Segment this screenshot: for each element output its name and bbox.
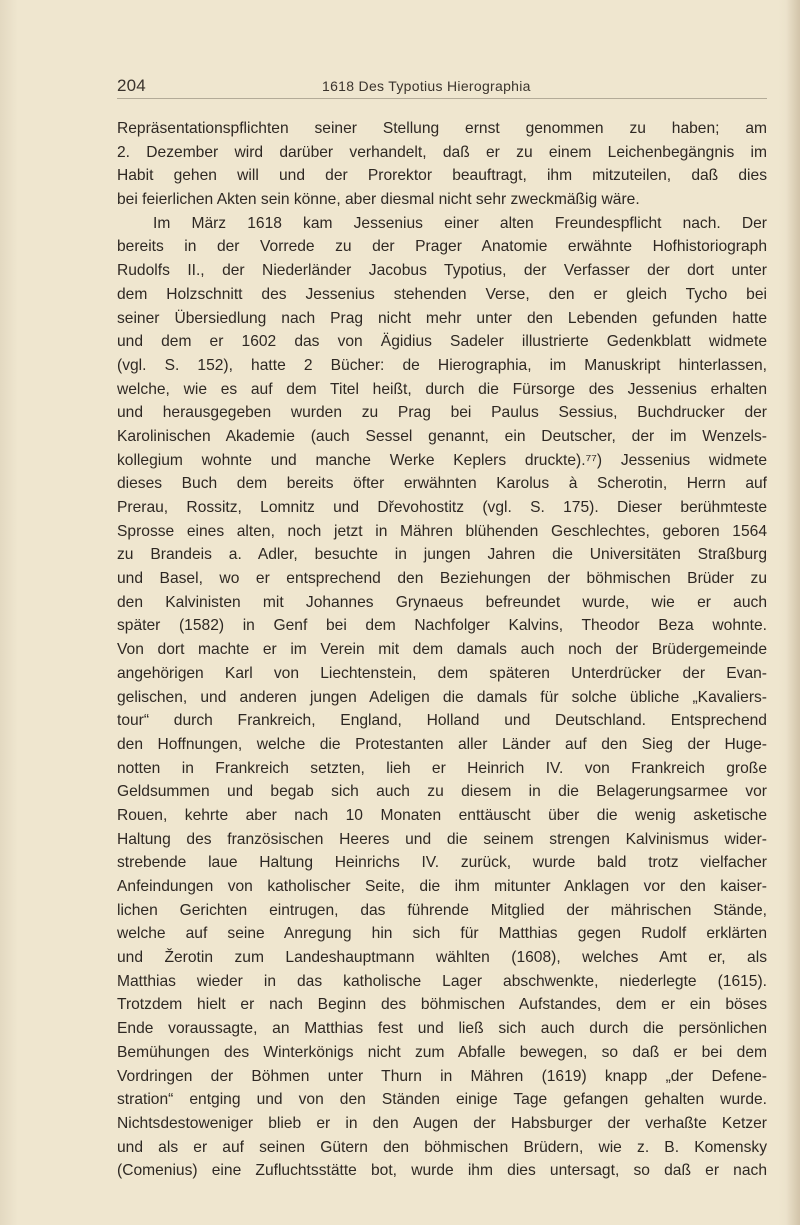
- text-line: 2. Dezember wird darüber verhandelt, daß er zu einem Leichenbegängnis im: [117, 143, 767, 161]
- text-line: welche, wie es auf dem Titel heißt, durch die Fürsorge des Jessenius erhalten: [117, 380, 767, 398]
- text-line: Matthias wieder in das katholische Lager abschwenkte, niederlegte (1615).: [117, 972, 767, 990]
- text-line: Trotzdem hielt er nach Beginn des böhmischen Aufstandes, dem er ein böses: [117, 996, 767, 1014]
- text-line: Vordringen der Böhmen unter Thurn in Mähren (1619) knapp „der Defene-: [117, 1067, 767, 1085]
- text-line: notten in Frankreich setzten, lieh er Heinrich IV. von Frankreich große: [117, 759, 767, 777]
- text-line: und als er auf seinen Gütern den böhmischen Brüdern, wie z. B. Komensky: [117, 1138, 767, 1156]
- text-line: den Hoffnungen, welche die Protestanten aller Länder auf den Sieg der Huge-: [117, 735, 767, 753]
- text-line: Sprosse eines alten, noch jetzt in Mähren blühenden Geschlechtes, geboren 1564: [117, 522, 767, 540]
- text-line: dieses Buch dem bereits öfter erwähnten Karolus à Scherotin, Herrn auf: [117, 475, 767, 493]
- text-line: und Basel, wo er entsprechend den Beziehungen der böhmischen Brüder zu: [117, 570, 767, 588]
- text-line: seiner Übersiedlung nach Prag nicht mehr unter den Lebenden gefunden hatte: [117, 309, 767, 327]
- text-line: Haltung des französischen Heeres und die seinem strengen Kalvinismus wider-: [117, 830, 767, 848]
- text-line: Ende voraussagte, an Matthias fest und ließ sich auch durch die persönlichen: [117, 1020, 767, 1038]
- running-title: 1618 Des Typotius Hierographia: [322, 78, 531, 94]
- text-line: (vgl. S. 152), hatte 2 Bücher: de Hierographia, im Manuskript hinterlassen,: [117, 356, 767, 374]
- text-line: und Žerotin zum Landeshauptmann wählten (1608), welches Amt er, als: [117, 949, 767, 967]
- text-line: Rudolfs II., der Niederländer Jacobus Typotius, der Verfasser der dort unter: [117, 262, 767, 280]
- text-line: Habit gehen will und der Prorektor beauftragt, ihm mitzuteilen, daß dies: [117, 167, 767, 185]
- text-line: Repräsentationspflichten seiner Stellung ernst genommen zu haben; am: [117, 120, 767, 137]
- text-line: und herausgegeben wurden zu Prag bei Paulus Sessius, Buchdrucker der: [117, 404, 767, 422]
- text-line: lichen Gerichten eintrugen, das führende Mitglied der mährischen Stände,: [117, 901, 767, 919]
- text-line: Prerau, Rossitz, Lomnitz und Dřevohostitz (vgl. S. 175). Dieser berühmteste: [117, 499, 767, 516]
- text-line: tour“ durch Frankreich, England, Holland und Deutschland. Entsprechend: [117, 712, 767, 730]
- page-edge-shadow: [786, 0, 800, 1225]
- body-text: [117, 117, 767, 1183]
- text-line: strebende laue Haltung Heinrichs IV. zurück, wurde bald trotz vielfacher: [117, 854, 767, 872]
- text-line: gelischen, und anderen jungen Adeligen die damals für solche übliche „Kavaliers-: [117, 688, 767, 706]
- text-line: Karolinischen Akademie (auch Sessel genannt, ein Deutscher, der im Wenzels-: [117, 427, 767, 445]
- text-line: welche auf seine Anregung hin sich für Matthias gegen Rudolf erklärten: [117, 925, 767, 943]
- text-line: Bemühungen des Winterkönigs nicht zum Abfalle bewegen, so daß er bei dem: [117, 1043, 767, 1061]
- running-header: [117, 76, 767, 99]
- text-line: den Kalvinisten mit Johannes Grynaeus befreundet wurde, wie er auch: [117, 593, 767, 611]
- text-line: Rouen, kehrte aber nach 10 Monaten enttäuscht über die wenig asketische: [117, 806, 767, 824]
- text-line: stration“ entging und von den Ständen einige Tage gefangen gehalten wurde.: [117, 1091, 767, 1109]
- text-line: und dem er 1602 das von Ägidius Sadeler illustrierte Gedenkblatt widmete: [117, 333, 767, 351]
- text-line: Von dort machte er im Verein mit dem damals auch noch der Brüdergemeinde: [117, 641, 767, 659]
- text-line: (Comenius) eine Zufluchtsstätte bot, wurde ihm dies untersagt, so daß er nach: [117, 1162, 767, 1180]
- page-number: 204: [117, 76, 146, 95]
- text-line: kollegium wohnte und manche Werke Keplers druckte).⁷⁷) Jessenius widmete: [117, 451, 767, 469]
- text-line: dem Holzschnitt des Jessenius stehenden Verse, den er gleich Tycho bei: [117, 285, 767, 303]
- text-line: zu Brandeis a. Adler, besuchte in jungen Jahren die Universitäten Straßburg: [117, 546, 767, 564]
- text-line: Anfeindungen von katholischer Seite, die ihm mitunter Anklagen vor den kaiser-: [117, 878, 767, 895]
- text-line: bereits in der Vorrede zu der Prager Anatomie erwähnte Hofhistoriograph: [117, 238, 767, 256]
- text-line: Nichtsdestoweniger blieb er in den Augen der Habsburger der verhaßte Ketzer: [117, 1114, 767, 1132]
- paragraph-start-line: Im März 1618 kam Jessenius einer alten Freundespflicht nach. Der: [153, 214, 767, 232]
- text-line: Geldsummen und begab sich auch zu diesem in die Belagerungsarmee vor: [117, 783, 767, 801]
- text-line: bei feierlichen Akten sein könne, aber diesmal nicht sehr zweckmäßig wäre.: [117, 191, 640, 209]
- text-line: angehörigen Karl von Liechtenstein, dem späteren Unterdrücker der Evan-: [117, 664, 767, 682]
- text-line: später (1582) in Genf bei dem Nachfolger Kalvins, Theodor Beza wohnte.: [117, 617, 767, 635]
